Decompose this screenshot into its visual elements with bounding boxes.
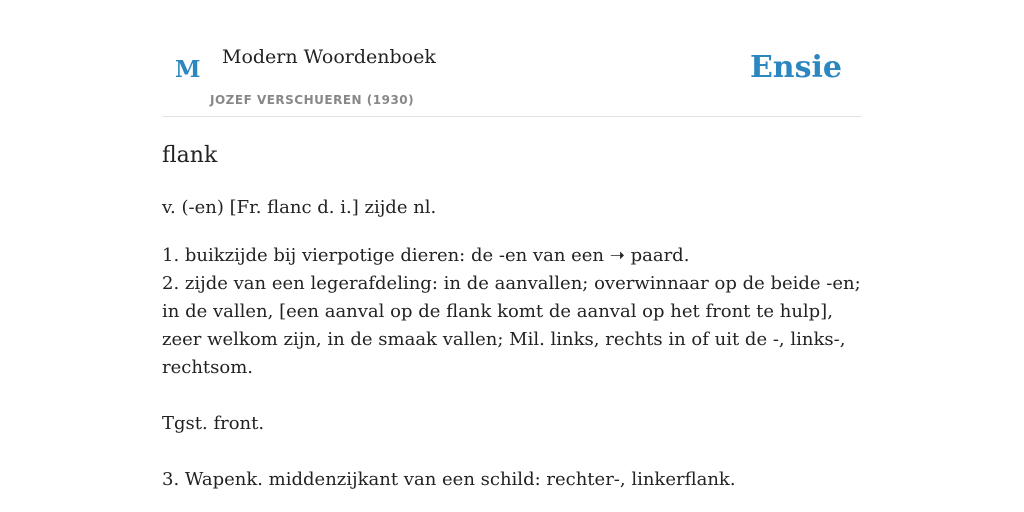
source-author: JOZEF VERSCHUEREN (1930) [210,93,415,107]
opposite-note: Tgst. front. [162,413,265,434]
source-title-link[interactable]: Modern Woordenboek [222,46,436,68]
sense-3: 3. Wapenk. middenzijkant van een schild: rechter-, linkerflank. [162,469,736,490]
page [162,0,862,494]
entry-headword: flank [162,143,218,168]
sense-1-link[interactable]: paard. [630,245,690,266]
entry-grammar: v. (-en) [Fr. flanc d. i.] zijde nl. [162,197,437,218]
source-header [162,0,862,117]
source-logo[interactable]: M [175,56,201,83]
sense-1-text: 1. buikzijde bij vierpotige dieren: de -en van een [162,245,610,266]
sense-2: 2. zijde van een legerafdeling: in de aanvallen; overwinnaar op de beide -en; in de vallen, [een aanval op de flank komt de aanval op het front te hulp], zeer welkom zijn, in de smaak vallen; Mil. links, rechts in of uit de -, links-, rechtsom. [162,273,861,378]
ensie-logo[interactable]: Ensie [749,50,842,85]
arrow-right-icon: ➝ [609,245,625,266]
entry-definitions [162,242,862,494]
sense-1 [162,242,862,270]
